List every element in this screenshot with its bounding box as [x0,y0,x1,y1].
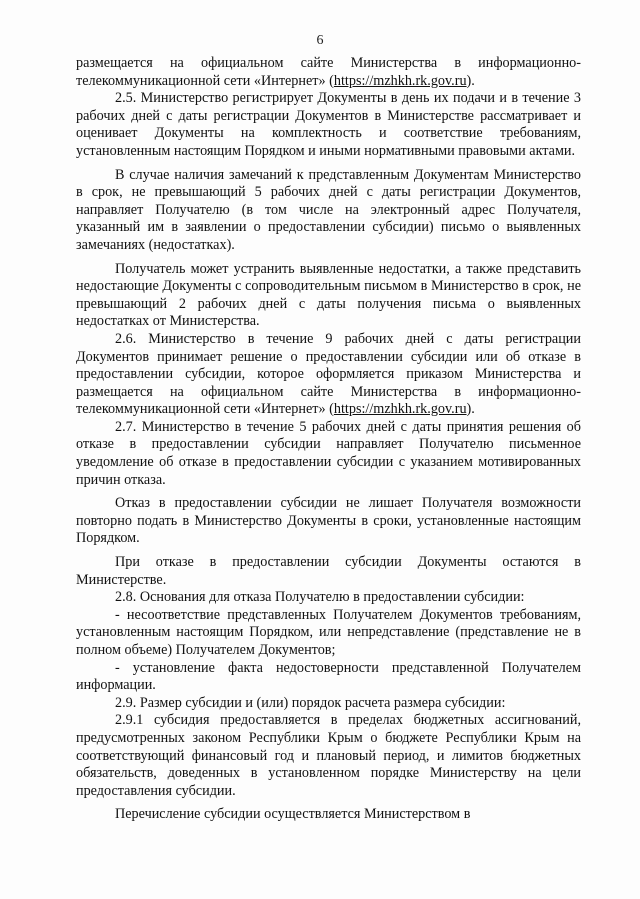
paragraph-2-5: 2.5. Министерство регистрирует Документы в день их подачи и в течение 3 рабочих дней с даты регистрации Документов в Министерстве рассматривает и оценивает Документы на комплектность и соответствие требованиям, установленным настоящим Порядком и иными нормативными правовыми актами. [76,90,581,159]
paragraph-2-8: 2.8. Основания для отказа Получателю в предоставлении субсидии: [115,589,525,606]
paragraph-text: ). [466,401,475,418]
paragraph-remarks: В случае наличия замечаний к представленным Документам Министерство в срок, не превышающий 5 рабочих дней с даты регистрации Документов, направляет Получателю (в том числе на электронный адрес Получателя, указанный им в заявлении о предоставлении субсидии) письмо о выявленных замечаниях (недостатках). [76,166,581,253]
paragraph-2-9: 2.9. Размер субсидии и (или) порядок расчета размера субсидии: [115,694,506,711]
list-item-false-info: - установление факта недостоверности представленной Получателем информации. [76,659,581,694]
paragraph-recipient-fix: Получатель может устранить выявленные недостатки, а также представить недостающие Документы с сопроводительным письмом в Министерство в срок, не превышающий 2 рабочих дней с даты получения письма о выявленных недостатках от Министерства. [76,260,581,330]
paragraph-refusal-resubmit: Отказ в предоставлении субсидии не лишает Получателя возможности повторно подать в Министерство Документы в сроки, установленные настоящим Порядком. [76,495,581,547]
ministry-website-link[interactable]: https://mzhkh.rk.gov.ru [333,72,467,89]
paragraph-2-9-1: 2.9.1 субсидия предоставляется в пределах бюджетных ассигнований, предусмотренных законом Республики Крым о бюджете Республики Крым на соответствующий финансовый год и плановый период, и лимитов бюджетных обязательств, доведенных в установленном порядке Министерству на цели предоставления субсидии. [76,712,581,799]
paragraph-documents-remain: При отказе в предоставлении субсидии Документы остаются в Министерстве. [76,554,581,588]
paragraph-text: размещается на официальном сайте Министерства в информационно-телекоммуникационной сети «Интернет» ( [76,55,581,89]
paragraph-transfer: Перечисление субсидии осуществляется Министерством в [115,806,471,823]
paragraph-continuation [76,55,581,90]
document-body [76,55,581,824]
paragraph-text: ). [466,72,475,89]
paragraph-2-6 [76,331,581,419]
page-number: 6 [316,33,324,48]
ministry-website-link[interactable]: https://mzhkh.rk.gov.ru [333,401,467,418]
paragraph-text: 2.6. Министерство в течение 9 рабочих дней с даты регистрации Документов принимает решение о предоставлении субсидии или об отказе в предоставлении субсидии, которое оформляется приказом Министерства и размещается на официальном сайте Министерства в информационно-телекоммуникационной сети «Интернет» ( [76,330,581,418]
paragraph-2-7: 2.7. Министерство в течение 5 рабочих дней с даты принятия решения об отказе в предоставлении субсидии направляет Получателю письменное уведомление об отказе в предоставлении субсидии с указанием мотивированных причин отказа. [76,418,581,488]
list-item-nonconformity: - несоответствие представленных Получателем Документов требованиям, установленным настоящим Порядком, или непредставление (представление не в полном объеме) Получателем Документов; [76,606,581,658]
